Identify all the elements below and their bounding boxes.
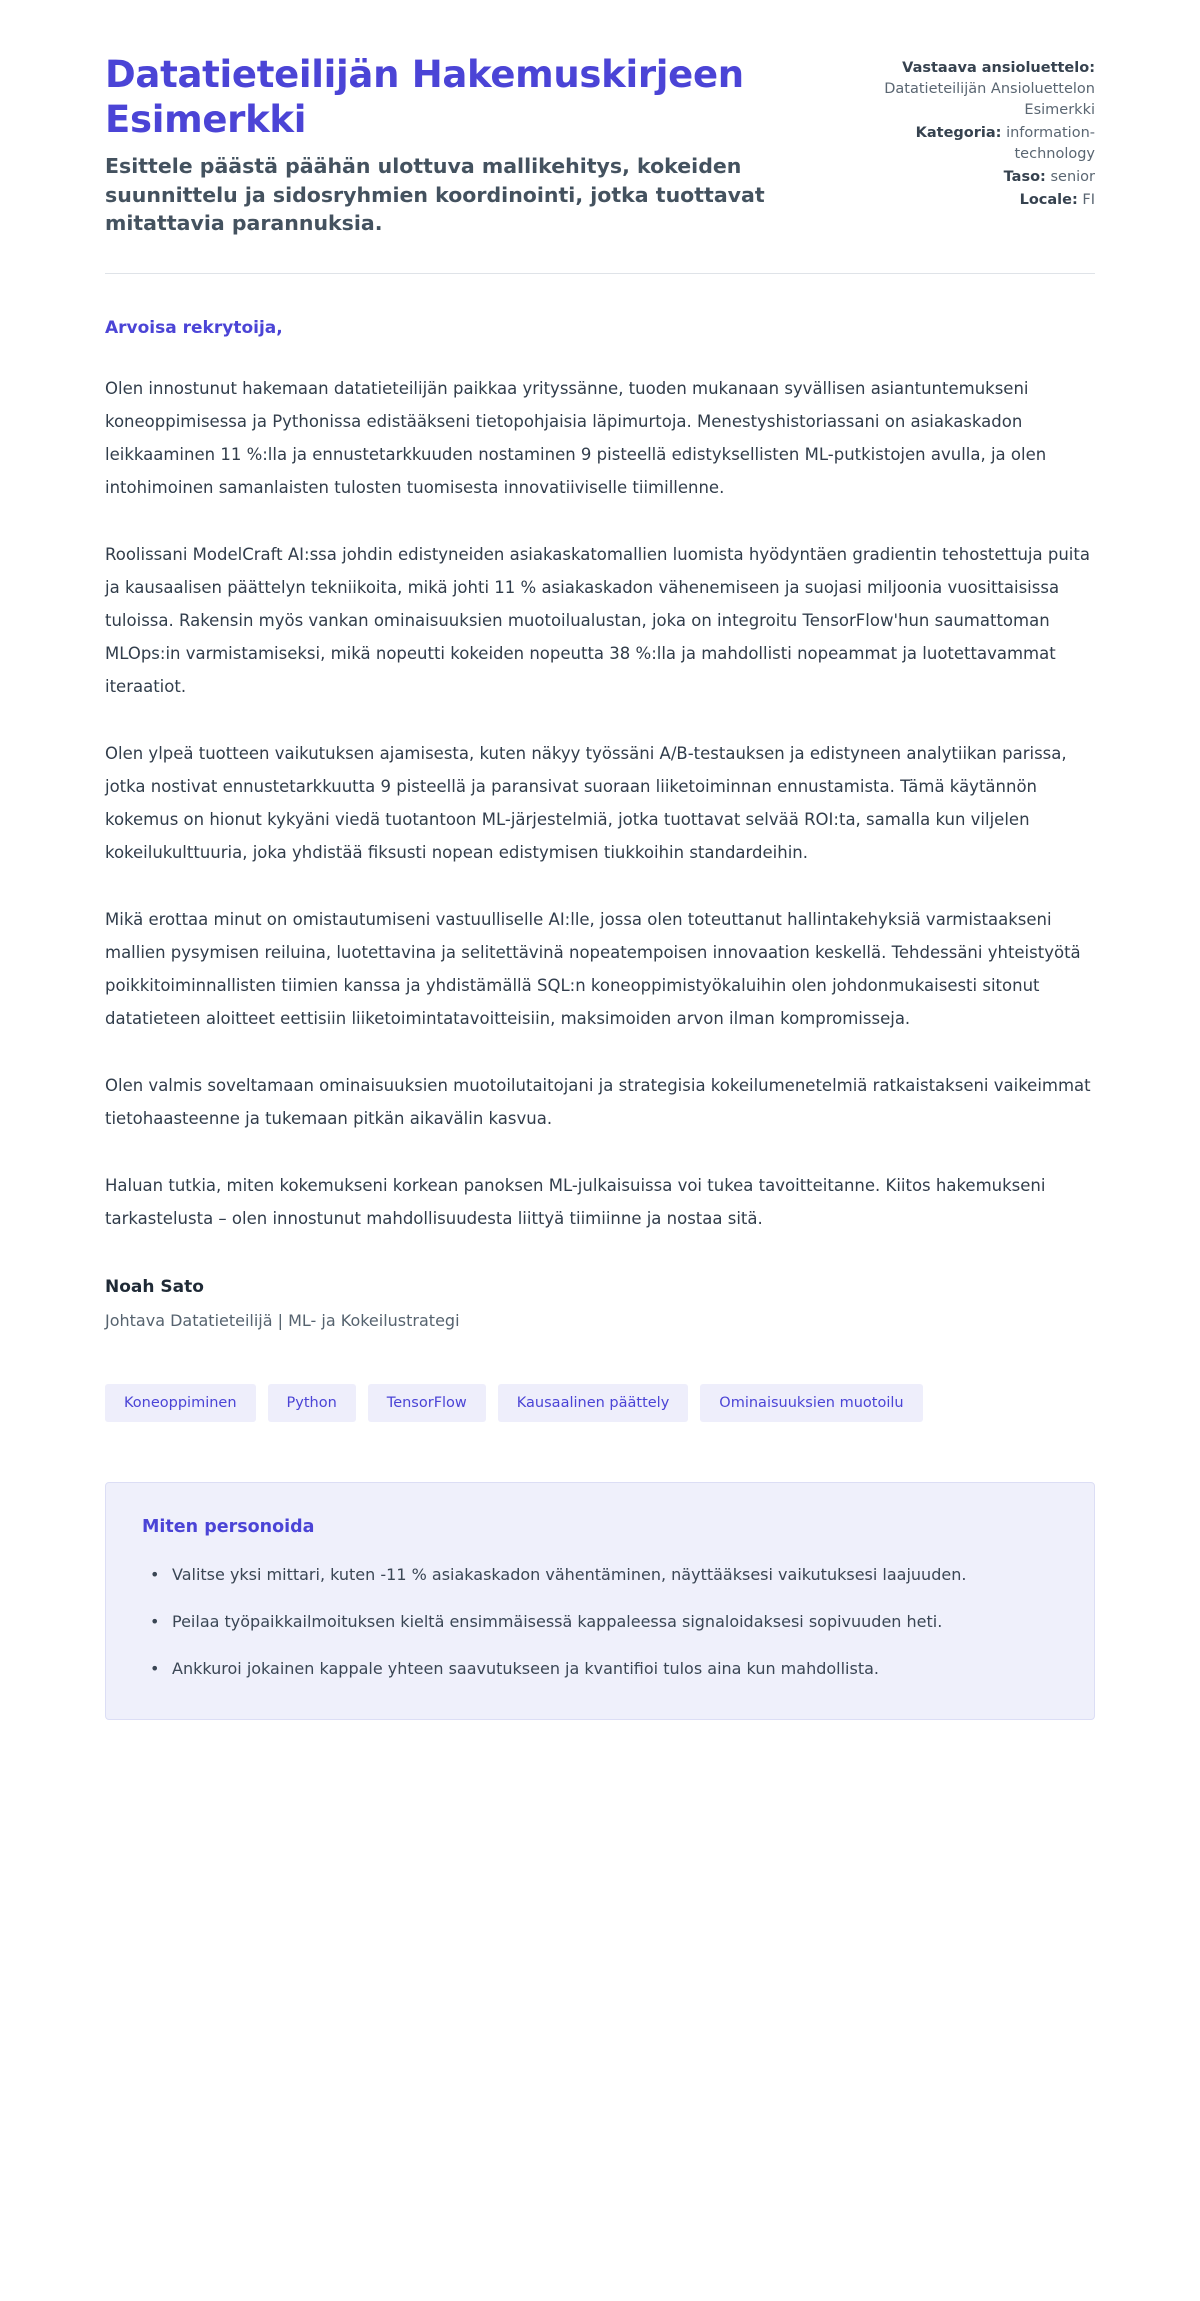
meta-locale [865, 190, 1095, 211]
header-metadata [865, 52, 1095, 213]
meta-category-value: information-technology [1006, 125, 1095, 163]
skill-tag[interactable]: TensorFlow [368, 1384, 486, 1422]
meta-related-resume [865, 58, 1095, 121]
meta-locale-value: FI [1082, 192, 1095, 209]
callout-list-item: • Ankkuroi jokainen kappale yhteen saavutukseen ja kvantifioi tulos aina kun mahdollista. [168, 1653, 1058, 1684]
meta-category-label: Kategoria: [915, 125, 1002, 142]
letter-paragraph: Mikä erottaa minut on omistautumiseni vastuulliselle AI:lle, jossa olen toteuttanut hallintakehyksiä varmistaakseni mallien pysymisen reiluina, luotettavina ja selitettävinä nopeatempoisen innovaation keskellä. Tehdessäni yhteistyötä poikkitoiminnallisten tiimien kanssa ja yhdistämällä SQL:n koneoppimistyökaluihin olen johdonmukaisesti sitonut datatieteen aloitteet eettisiin liiketoimintatavoitteisiin, maksimoiden arvon ilman kompromisseja. [105, 910, 1081, 1029]
letter-body [105, 274, 1095, 1330]
meta-level-value: senior [1050, 169, 1095, 186]
page-header [105, 0, 1095, 237]
letter-salutation: Arvoisa rekrytoija, [105, 318, 283, 339]
callout-list-item: • Valitse yksi mittari, kuten -11 % asiakaskadon vähentäminen, näyttääksesi vaikutuksesi laajuuden. [168, 1559, 1058, 1590]
meta-category [865, 123, 1095, 165]
callout-list [142, 1559, 1058, 1685]
signature-role: Johtava Datatieteilijä | ML- ja Kokeilustrategi [105, 1311, 460, 1331]
signature-block [105, 1277, 1095, 1330]
meta-level [865, 167, 1095, 188]
skill-tag[interactable]: Python [268, 1384, 356, 1422]
skill-tag[interactable]: Koneoppiminen [105, 1384, 256, 1422]
page-title: Datatieteilijän Hakemuskirjeen Esimerkki [105, 53, 744, 142]
skill-tag-list [105, 1384, 1095, 1422]
letter-paragraph: Haluan tutkia, miten kokemukseni korkean panoksen ML-julkaisuissa voi tukea tavoitteitanne. Kiitos hakemukseni tarkastelusta – olen innostunut mahdollisuudesta liittyä tiimiinne ja nostaa sitä. [105, 1176, 1046, 1229]
header-title-block [105, 52, 785, 237]
callout-title: Miten personoida [142, 1517, 315, 1538]
callout-list-item: • Peilaa työpaikkailmoituksen kieltä ensimmäisessä kappaleessa signaloidaksesi sopivuuden heti. [168, 1606, 1058, 1637]
skill-tag[interactable]: Ominaisuuksien muotoilu [700, 1384, 922, 1422]
meta-locale-label: Locale: [1019, 192, 1078, 209]
skill-tag[interactable]: Kausaalinen päättely [498, 1384, 689, 1422]
letter-paragraph: Roolissani ModelCraft AI:ssa johdin edistyneiden asiakaskatomallien luomista hyödyntäen gradientin tehostettuja puita ja kausaalisen päättelyn tekniikoita, mikä johti 11 % asiakaskadon vähenemiseen ja suojasi miljoonia vuosittaisissa tuloissa. Rakensin myös vankan ominaisuuksien muotoilualustan, joka on integroitu TensorFlow'hun saumattoman MLOps:in varmistamiseksi, mikä nopeutti kokeiden nopeutta 38 %:lla ja mahdollisti nopeammat ja luotettavammat iteraatiot. [105, 545, 1090, 697]
letter-paragraph: Olen ylpeä tuotteen vaikutuksen ajamisesta, kuten näkyy työssäni A/B-testauksen ja edistyneen analytiikan parissa, jotka nostivat ennustetarkkuutta 9 pisteellä ja paransivat suoraan liiketoiminnan ennustamista. Tämä käytännön kokemus on hionut kykyäni viedä tuotantoon ML-järjestelmiä, jotka tuottavat selvää ROI:ta, samalla kun viljelen kokeilukulttuuria, joka yhdistää fiksusti nopean edistymisen tiukkoihin standardeihin. [105, 744, 1067, 863]
page-subtitle: Esittele päästä päähän ulottuva mallikehitys, kokeiden suunnittelu ja sidosryhmien koordinointi, jotka tuottavat mitattavia parannuksia. [105, 154, 765, 235]
meta-level-label: Taso: [1003, 169, 1046, 186]
letter-paragraph: Olen valmis soveltamaan ominaisuuksien muotoilutaitojani ja strategisia kokeilumenetelmiä ratkaistakseni vaikeimmat tietohaasteenne ja tukemaan pitkän aikavälin kasvua. [105, 1076, 1091, 1129]
personalization-callout [105, 1482, 1095, 1720]
meta-related-resume-label: Vastaava ansioluettelo: [902, 60, 1095, 76]
letter-paragraph: Olen innostunut hakemaan datatieteilijän paikkaa yrityssänne, tuoden mukanaan syvällisen asiantuntemukseni koneoppimisessa ja Pythonissa edistääkseni tietopohjaisia läpimurtoja. Menestyshistoriassani on asiakaskadon leikkaaminen 11 %:lla ja ennustetarkkuuden nostaminen 9 pisteellä edistyksellisten ML-putkistojen avulla, ja olen intohimoinen samanlaisten tulosten tuomisesta innovatiiviselle tiimillenne. [105, 379, 1047, 498]
signature-name: Noah Sato [105, 1277, 204, 1298]
meta-related-resume-value: Datatieteilijän Ansioluettelon Esimerkki [884, 81, 1095, 119]
